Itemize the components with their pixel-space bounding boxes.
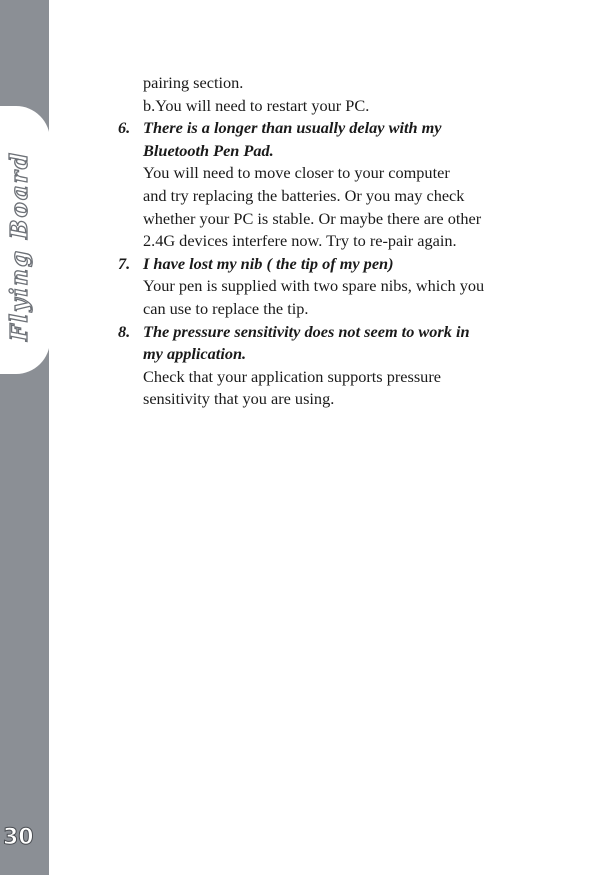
faq-item-7 xyxy=(110,253,550,321)
continuation-line: pairing section. xyxy=(143,73,244,92)
faq-answer-line: Your pen is supplied with two spare nibs, which you xyxy=(143,276,485,296)
faq-number: 8. xyxy=(118,321,131,341)
faq-content xyxy=(110,72,550,411)
section-tab xyxy=(0,106,50,374)
continuation-line: b.You will need to restart your PC. xyxy=(143,95,370,115)
faq-answer-line: Check that your application supports pressure xyxy=(143,366,441,386)
faq-item-6 xyxy=(110,117,550,253)
faq-answer-line: can use to replace the tip. xyxy=(143,298,309,318)
faq-question-line: my application. xyxy=(143,344,247,364)
faq-number: 6. xyxy=(118,118,131,138)
faq-answer-line: whether your PC is stable. Or maybe there are other xyxy=(143,208,482,228)
page-number: 30 xyxy=(3,825,34,850)
section-tab-title: Flying Board xyxy=(6,151,33,341)
faq-answer-line: and try replacing the batteries. Or you may check xyxy=(143,185,465,205)
faq-answer-line: sensitivity that you are using. xyxy=(143,389,335,409)
faq-question-line: I have lost my nib ( the tip of my pen) xyxy=(143,253,394,273)
faq-item-8 xyxy=(110,321,550,411)
faq-number: 7. xyxy=(118,253,131,273)
faq-answer-line: 2.4G devices interfere now. Try to re-pair again. xyxy=(143,231,457,251)
faq-answer-line: You will need to move closer to your computer xyxy=(143,163,450,183)
faq-question-line: There is a longer than usually delay with my xyxy=(143,118,442,138)
faq-question-line: The pressure sensitivity does not seem to work in xyxy=(143,321,470,341)
faq-question-line: Bluetooth Pen Pad. xyxy=(143,140,274,160)
